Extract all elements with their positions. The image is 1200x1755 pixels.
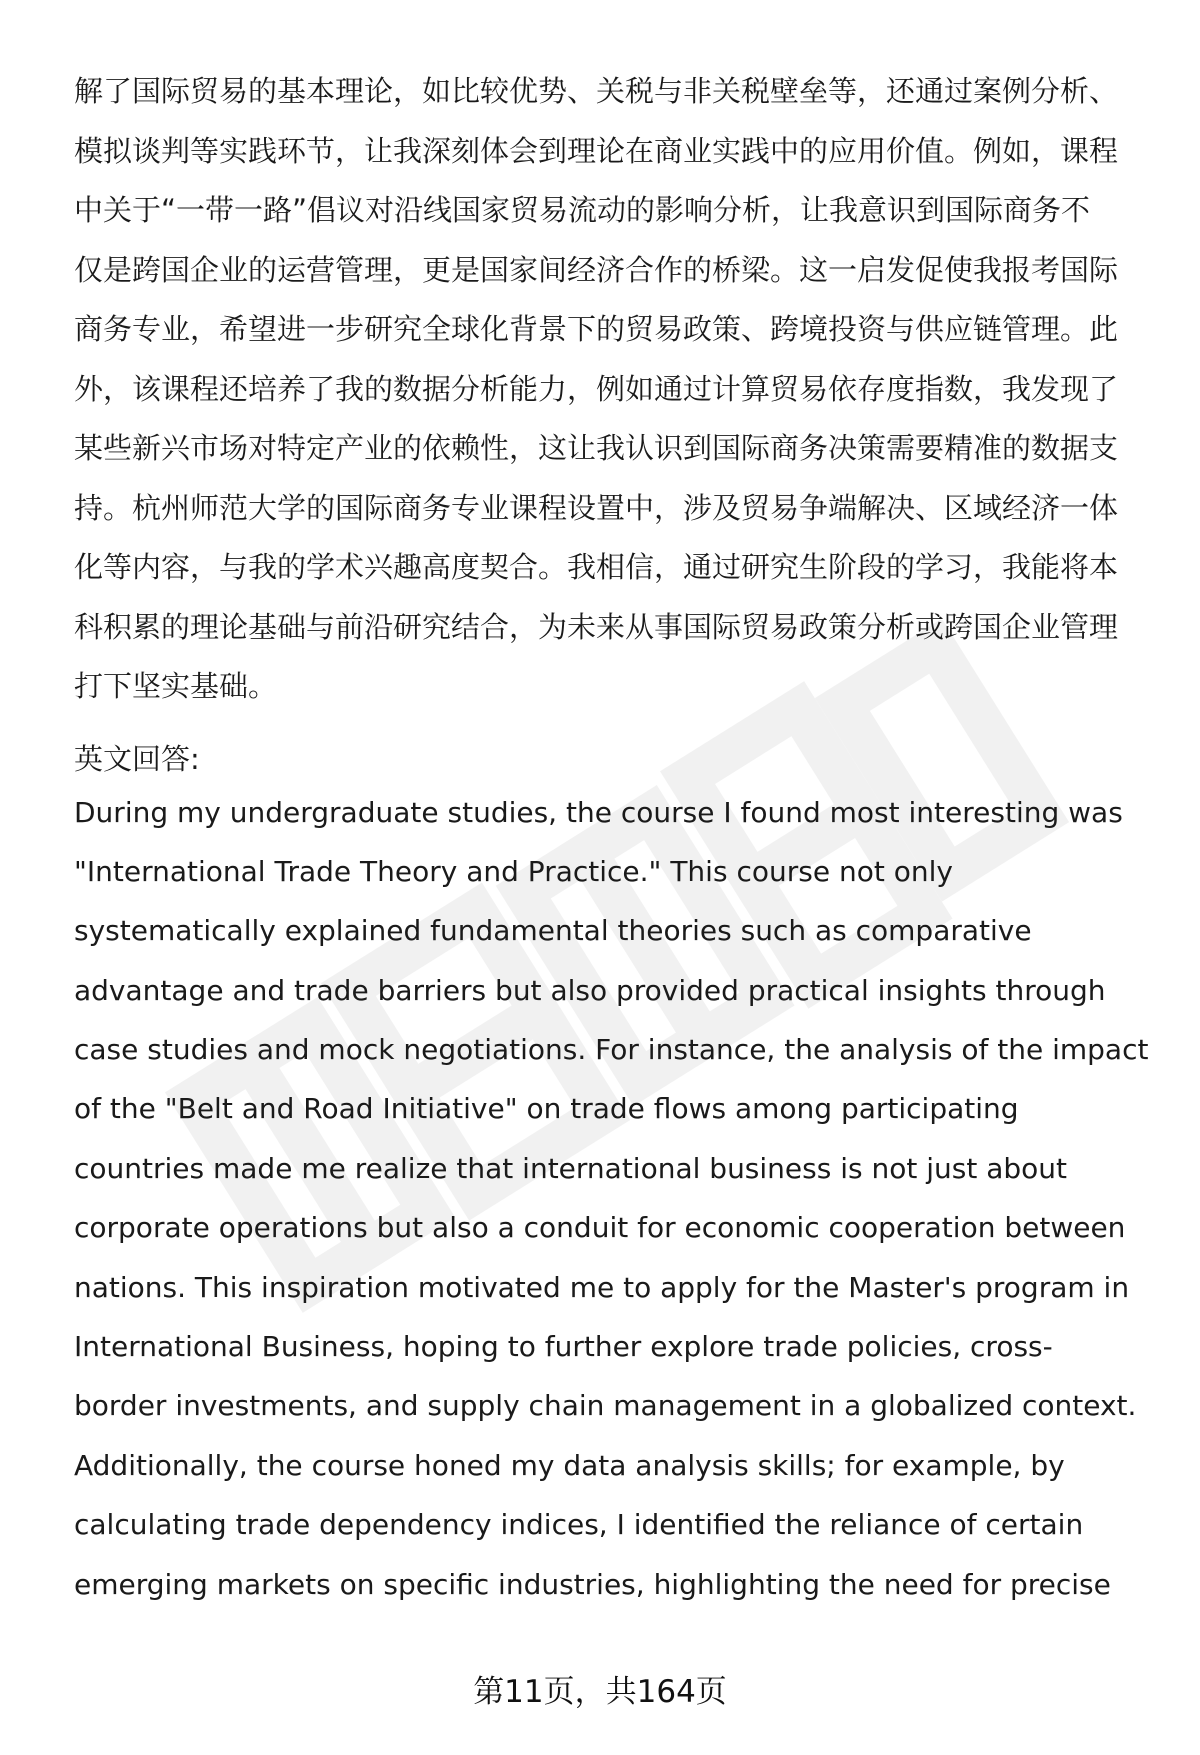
english-text-line: advantage and trade barriers but also provided practical insights through (74, 973, 1106, 1007)
chinese-text-line: 模拟谈判等实践环节，让我深刻体会到理论在商业实践中的应用价值。例如，课程 (74, 133, 1119, 168)
english-answer-heading: 英文回答: (74, 741, 200, 776)
english-text-line: International Business, hoping to further explore trade policies, cross- (74, 1330, 1053, 1364)
page-number-footer: 第11页，共164页 (473, 1674, 727, 1710)
chinese-text-line: 打下坚实基础。 (74, 669, 278, 703)
english-answer-paragraph (74, 783, 1154, 1614)
chinese-text-line: 持。杭州师范大学的国际商务专业课程设置中，涉及贸易争端解决、区域经济一体 (74, 490, 1119, 525)
page-content (74, 62, 1154, 1614)
english-text-line: systematically explained fundamental theories such as comparative (74, 914, 1032, 948)
english-text-line: corporate operations but also a conduit for economic cooperation between (74, 1211, 1126, 1245)
chinese-answer-paragraph (74, 62, 1154, 717)
english-text-line: nations. This inspiration motivated me to apply for the Master's program in (74, 1270, 1130, 1304)
english-text-line: case studies and mock negotiations. For instance, the analysis of the impact (74, 1033, 1149, 1067)
chinese-text-line: 科积累的理论基础与前沿研究结合，为未来从事国际贸易政策分析或跨国企业管理 (74, 609, 1119, 644)
english-text-line: calculating trade dependency indices, I identified the reliance of certain (74, 1508, 1084, 1542)
english-text-line: During my undergraduate studies, the course I found most interesting was (74, 795, 1123, 829)
english-text-line: countries made me realize that international business is not just about (74, 1151, 1068, 1185)
chinese-text-line: 中关于“一带一路”倡议对沿线国家贸易流动的影响分析，让我意识到国际商务不 (74, 193, 1091, 227)
chinese-text-line: 外，该课程还培养了我的数据分析能力，例如通过计算贸易依存度指数，我发现了 (74, 371, 1119, 406)
english-text-line: of the "Belt and Road Initiative" on trade flows among participating (74, 1092, 1019, 1126)
english-text-line: "International Trade Theory and Practice." This course not only (74, 854, 953, 888)
chinese-text-line: 解了国际贸易的基本理论，如比较优势、关税与非关税壁垒等，还通过案例分析、 (74, 74, 1119, 108)
chinese-text-line: 商务专业，希望进一步研究全球化背景下的贸易政策、跨境投资与供应链管理。此 (74, 312, 1119, 346)
chinese-text-line: 仅是跨国企业的运营管理，更是国家间经济合作的桥梁。这一启发促使我报考国际 (74, 252, 1119, 287)
chinese-text-line: 某些新兴市场对特定产业的依赖性，这让我认识到国际商务决策需要精准的数据支 (74, 431, 1119, 465)
english-text-line: Additionally, the course honed my data analysis skills; for example, by (74, 1448, 1065, 1482)
english-text-line: emerging markets on specific industries, highlighting the need for precise (74, 1567, 1111, 1601)
chinese-text-line: 化等内容，与我的学术兴趣高度契合。我相信，通过研究生阶段的学习，我能将本 (74, 550, 1119, 584)
english-text-line: border investments, and supply chain management in a globalized context. (74, 1389, 1137, 1423)
